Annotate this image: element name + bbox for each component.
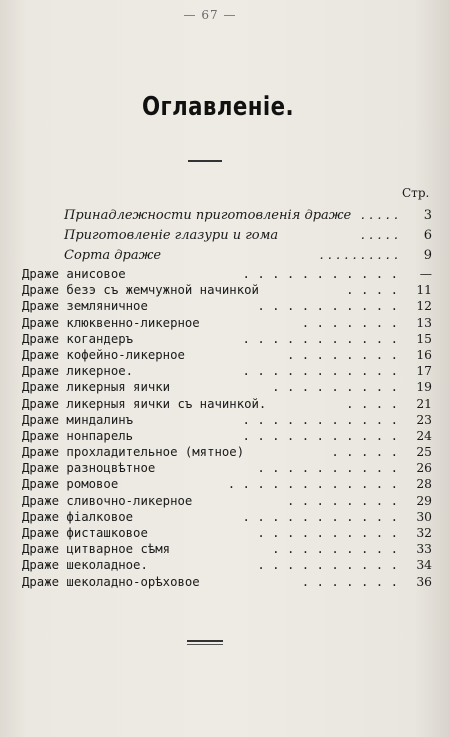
toc-entry-page: 34	[416, 558, 432, 573]
page-column-header: Стр.	[402, 186, 430, 200]
toc-leader-dots: . . . . . . . .	[286, 493, 398, 508]
toc-entry-page: 30	[416, 509, 432, 524]
toc-leader-dots: . . . . . . . . . . . .	[227, 477, 398, 492]
toc-leader-dots: . . . . . . . . . . .	[242, 509, 398, 524]
toc-entry-page: 3	[423, 208, 432, 223]
toc-entry-page: 6	[423, 228, 432, 243]
toc-entry-page: 15	[416, 331, 432, 346]
toc-entry	[22, 509, 432, 525]
toc-leader-dots: . . . . . . . . . . .	[242, 412, 398, 427]
toc-entry-title: Драже шеколадное.	[22, 558, 148, 573]
toc-entry	[22, 428, 432, 444]
toc-leader-dots: . . . . . . . . .	[272, 380, 398, 395]
toc-entry	[22, 347, 432, 363]
toc-entry-page: 28	[416, 477, 432, 492]
toc-entry-page: 32	[416, 526, 432, 540]
toc-leader-dots: . . . . .	[331, 445, 398, 460]
toc-entry-title: Драже миндалинъ	[22, 412, 134, 427]
toc-leader-dots: . . . . .	[360, 208, 398, 223]
toc-leader-dots: . . . .	[346, 396, 398, 411]
toc-leader-dots: . . . . . . . . . . .	[242, 364, 398, 379]
toc-entry-title: Принадлежности приготовленія драже	[64, 208, 352, 223]
toc-entry	[22, 396, 432, 412]
toc-leader-dots: . . . .	[346, 283, 398, 298]
page-title: Оглавленіе.	[142, 92, 294, 122]
page-number: — 67 —	[183, 8, 237, 22]
toc-entry-title: Драже клюквенно-ликерное	[22, 315, 200, 330]
toc-leader-dots: . . . . . . . . . .	[257, 299, 398, 314]
toc-leader-dots: . . . . . . . . . .	[257, 558, 398, 573]
toc-entry-page: —	[419, 267, 432, 281]
toc-entry-title: Драже сливочно-ликерное	[22, 493, 193, 508]
toc-entry-page: 11	[416, 283, 432, 298]
toc-leader-dots: . . . . . . . . . . .	[242, 428, 398, 443]
toc-entry	[22, 541, 432, 557]
toc-entry-title: Приготовленіе глазури и гома	[64, 228, 279, 243]
toc-entry-page: 21	[416, 396, 432, 411]
toc-leader-dots: . . . . .	[360, 228, 398, 243]
toc-entry-title: Драже кофейно-ликерное	[22, 347, 185, 362]
toc-entry-page: 16	[416, 347, 432, 362]
toc-entry	[22, 493, 432, 509]
toc-leader-dots: . . . . . . . . . .	[257, 461, 398, 476]
toc-leader-dots: . . . . . . . . . .	[257, 526, 398, 540]
toc-leader-dots: . . . . . . . . . . .	[242, 331, 398, 346]
toc-entry-page: 25	[416, 445, 432, 460]
toc-entry-page: 24	[416, 428, 432, 443]
toc-entry	[22, 574, 432, 590]
toc-entry	[22, 444, 432, 460]
toc-entry-title: Драже разноцвѣтное	[22, 461, 156, 476]
toc-leader-dots: . . . . . . . . . .	[319, 248, 398, 263]
toc-entry-page: 26	[416, 461, 432, 476]
toc-entry-page: 36	[416, 574, 432, 589]
toc-entry-title: Драже фіалковое	[22, 509, 134, 524]
toc-entry-title: Драже безэ съ жемчужной начинкой	[22, 283, 259, 298]
toc-entry-page: 17	[416, 364, 432, 379]
toc-entry-page: 9	[423, 248, 432, 263]
toc-entry	[22, 282, 432, 298]
bottom-divider	[187, 640, 223, 642]
toc-entry-page: 33	[416, 542, 432, 557]
title-divider	[188, 160, 222, 162]
toc-entry	[22, 298, 432, 314]
toc-entry-page: 12	[416, 299, 432, 314]
toc-entry-title: Драже шеколадно-орѣховое	[22, 574, 200, 589]
toc-entry	[22, 246, 432, 266]
toc-leader-dots: . . . . . . .	[301, 574, 398, 589]
toc-entry	[22, 226, 432, 246]
toc-entry-title: Драже земляничное	[22, 299, 148, 314]
toc-entry-title: Сорта драже	[64, 248, 162, 263]
toc-entry	[22, 331, 432, 347]
toc-leader-dots: . . . . . . . . . . .	[242, 267, 398, 281]
toc-entry-title: Драже фисташковое	[22, 526, 148, 540]
toc-entry-page: 29	[416, 493, 432, 508]
toc-leader-dots: . . . . . . . . .	[272, 542, 398, 557]
toc-entry	[22, 206, 432, 226]
toc-entry	[22, 363, 432, 379]
toc-entry	[22, 315, 432, 331]
toc-entry	[22, 460, 432, 476]
toc-entry-title: Драже ромовое	[22, 477, 119, 492]
toc-entry	[22, 525, 432, 541]
toc-entry	[22, 412, 432, 428]
toc-entry-page: 13	[416, 315, 432, 330]
toc-entry-page: 23	[416, 412, 432, 427]
toc-entry-title: Драже нонпарель	[22, 428, 134, 443]
toc-entry-title: Драже прохладительное (мятное)	[22, 445, 245, 460]
toc-entry-title: Драже ликерныя яички съ начинкой.	[22, 396, 267, 411]
toc-entry-title: Драже ликерное.	[22, 364, 134, 379]
toc-entry	[22, 379, 432, 395]
toc-entry	[22, 476, 432, 492]
toc-entry-page: 19	[416, 380, 432, 395]
table-of-contents	[22, 206, 432, 590]
bottom-divider-thin	[187, 644, 223, 645]
toc-entry	[22, 557, 432, 573]
toc-entry	[22, 266, 432, 282]
toc-entry-title: Драже цитварное сѣмя	[22, 542, 171, 557]
toc-leader-dots: . . . . . . .	[301, 315, 398, 330]
toc-entry-title: Драже ликерныя яички	[22, 380, 171, 395]
toc-entry-title: Драже когандеръ	[22, 331, 134, 346]
toc-entry-title: Драже анисовое	[22, 267, 126, 281]
toc-leader-dots: . . . . . . . .	[286, 347, 398, 362]
